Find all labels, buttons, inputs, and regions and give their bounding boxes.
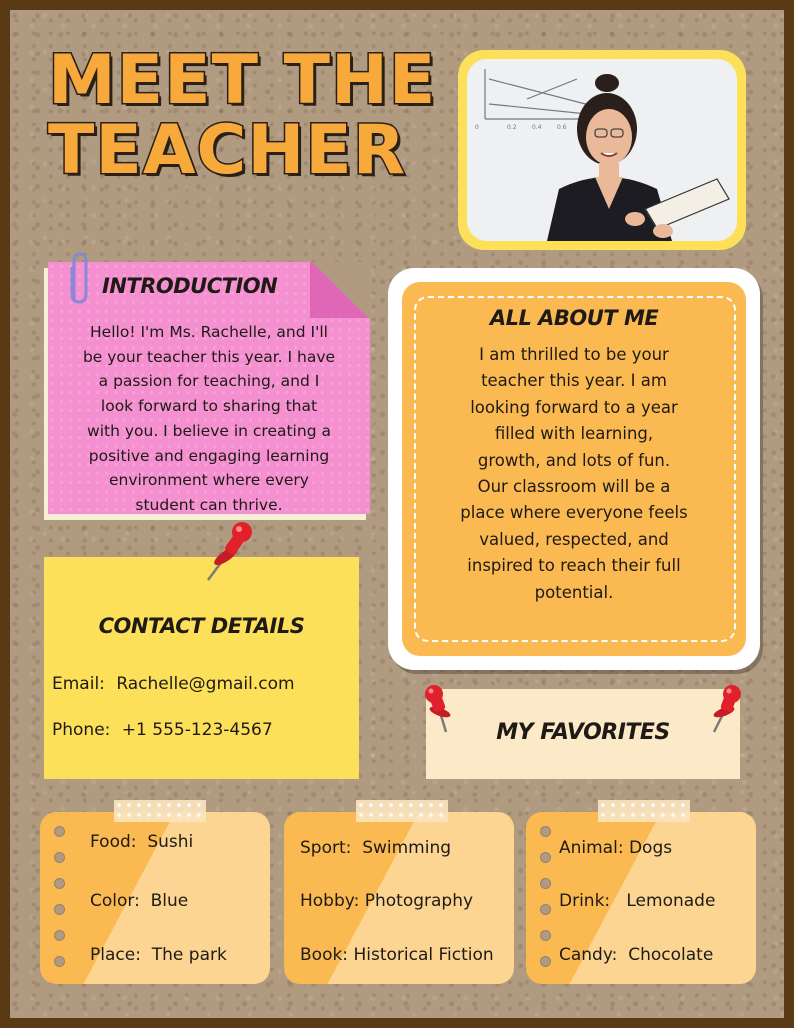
favorite-label: Place: — [90, 945, 141, 965]
tape-strip — [598, 800, 690, 822]
intro-line: be your teacher this year. I have — [82, 347, 336, 366]
favorite-value: Photography — [364, 891, 474, 911]
about-line: teacher this year. I am — [481, 371, 667, 391]
favorite-label: Animal: — [559, 838, 624, 858]
title-line-2: TEACHER — [48, 111, 407, 190]
about-line: looking forward to a year — [470, 397, 678, 417]
phone-label: Phone: — [52, 720, 111, 740]
introduction-heading: INTRODUCTION — [102, 274, 278, 298]
intro-line: with you. I believe in creating a — [87, 421, 331, 440]
favorite-label: Food: — [90, 832, 137, 852]
push-pin-icon — [196, 518, 258, 584]
favorite-label: Candy: — [559, 945, 618, 965]
favorites-card-1 — [40, 812, 270, 984]
intro-line: student can thrive. — [135, 495, 283, 514]
favorites-heading: MY FAVORITES — [496, 720, 670, 745]
email-label: Email: — [52, 674, 105, 694]
page-title — [48, 41, 437, 190]
introduction-text — [48, 320, 370, 518]
phone-value[interactable]: +1 555-123-4567 — [121, 720, 273, 740]
favorite-item — [559, 891, 715, 911]
tape-strip — [356, 800, 448, 822]
intro-line: environment where every — [109, 471, 309, 490]
favorite-value: Historical Fiction — [353, 945, 494, 965]
about-line: I am thrilled to be your — [479, 345, 669, 364]
svg-text:0: 0 — [475, 124, 479, 131]
favorite-value: Sushi — [147, 832, 194, 852]
favorite-label: Sport: — [300, 838, 352, 858]
push-pin-left-icon — [418, 684, 462, 736]
favorite-item — [90, 891, 188, 911]
about-line: potential. — [534, 582, 614, 602]
contact-phone-row — [52, 720, 273, 740]
favorite-label: Drink: — [559, 891, 611, 911]
favorite-item — [300, 891, 473, 911]
favorite-item — [559, 838, 672, 858]
contact-heading: CONTACT DETAILS — [98, 614, 305, 638]
svg-text:0.4: 0.4 — [532, 124, 542, 131]
tape-strip — [114, 800, 206, 822]
intro-line: positive and engaging learning — [88, 446, 330, 465]
about-line: filled with learning, — [494, 424, 654, 444]
favorite-value: Blue — [150, 891, 189, 911]
about-line: inspired to reach their full — [467, 556, 681, 576]
about-line: Our classroom will be a — [477, 477, 671, 497]
favorite-label: Hobby: — [300, 891, 360, 911]
favorites-card-3 — [526, 812, 756, 984]
favorite-item — [300, 838, 451, 858]
flyer-page — [10, 10, 784, 1018]
about-text — [402, 342, 746, 606]
favorite-item — [90, 945, 227, 965]
svg-text:0.6: 0.6 — [557, 124, 567, 131]
paperclip-icon — [66, 250, 92, 308]
about-line: growth, and lots of fun. — [477, 450, 671, 470]
favorite-value: Dogs — [628, 838, 673, 858]
intro-line: Hello! I'm Ms. Rachelle, and I'll — [90, 323, 328, 341]
intro-line: look forward to sharing that — [100, 397, 318, 416]
favorites-card-2 — [284, 812, 514, 984]
favorite-item — [90, 832, 193, 852]
favorite-value: Chocolate — [628, 945, 714, 965]
favorite-value: Swimming — [362, 838, 452, 858]
contact-note — [44, 557, 359, 779]
about-heading: ALL ABOUT ME — [489, 306, 659, 330]
email-value[interactable]: Rachelle@gmail.com — [116, 674, 295, 694]
favorite-value: Lemonade — [626, 891, 716, 911]
intro-line: a passion for teaching, and I — [98, 372, 320, 391]
introduction-page-fold — [310, 262, 370, 318]
about-line: place where everyone feels — [460, 503, 688, 523]
favorite-label: Book: — [300, 945, 349, 965]
about-line: valued, respected, and — [479, 529, 669, 549]
contact-email-row — [52, 674, 295, 694]
teacher-photo — [467, 59, 737, 241]
title-line-1: MEET THE — [48, 41, 437, 120]
favorite-item — [300, 945, 494, 965]
push-pin-right-icon — [704, 684, 748, 736]
favorite-item — [559, 945, 713, 965]
favorite-value: The park — [151, 945, 227, 965]
favorite-label: Color: — [90, 891, 140, 911]
teacher-photo-illustration — [467, 59, 737, 241]
svg-text:0.2: 0.2 — [507, 124, 517, 131]
